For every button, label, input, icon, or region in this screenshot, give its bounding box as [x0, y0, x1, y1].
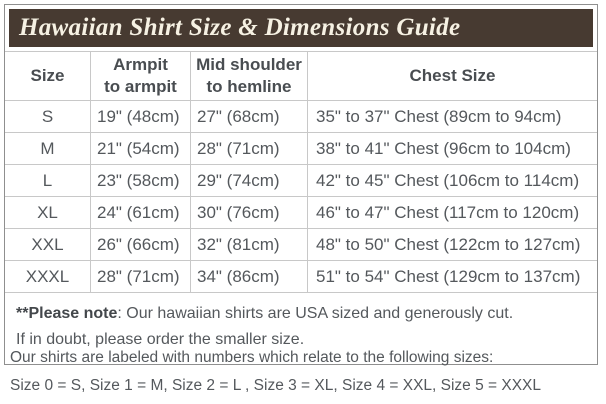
cell-armpit: 28" (71cm) — [91, 261, 191, 293]
column-header-armpit: Armpit to armpit — [91, 52, 191, 101]
cell-armpit: 24" (61cm) — [91, 197, 191, 229]
footer-text — [10, 344, 541, 400]
cell-size: L — [5, 165, 91, 197]
footer-line-2: Size 0 = S, Size 1 = M, Size 2 = L , Size 3 = XL, Size 4 = XXL, Size 5 = XXXL — [10, 377, 542, 394]
note-label: **Please note — [16, 305, 118, 322]
column-header-size: Size — [5, 52, 91, 101]
size-guide-panel — [4, 4, 598, 365]
cell-chest: 48" to 50" Chest (122cm to 127cm) — [308, 229, 598, 261]
cell-shoulder: 30" (76cm) — [191, 197, 308, 229]
table-row — [5, 197, 597, 229]
table-row — [5, 261, 597, 293]
guide-title-bar — [9, 9, 593, 47]
note-text: : Our hawaiian shirts are USA sized and generously cut. — [117, 305, 514, 322]
column-header-chest: Chest Size — [308, 52, 598, 101]
cell-armpit: 26" (66cm) — [91, 229, 191, 261]
cell-chest: 38" to 41" Chest (96cm to 104cm) — [308, 133, 598, 165]
cell-size: M — [5, 133, 91, 165]
page-title: Hawaiian Shirt Size & Dimensions Guide — [19, 14, 461, 41]
cell-shoulder: 28" (71cm) — [191, 133, 308, 165]
cell-chest: 35" to 37" Chest (89cm to 94cm) — [308, 101, 598, 133]
table-row — [5, 229, 597, 261]
cell-size: XL — [5, 197, 91, 229]
cell-shoulder: 29" (74cm) — [191, 165, 308, 197]
cell-shoulder: 32" (81cm) — [191, 229, 308, 261]
note-line-2: If in doubt, please order the smaller size. — [16, 331, 305, 348]
cell-chest: 42" to 45" Chest (106cm to 114cm) — [308, 165, 598, 197]
cell-armpit: 23" (58cm) — [91, 165, 191, 197]
header-row — [5, 52, 597, 101]
cell-size: XXXL — [5, 261, 91, 293]
table-row — [5, 165, 597, 197]
column-header-shoulder: Mid shoulder to hemline — [191, 52, 308, 101]
table-row — [5, 133, 597, 165]
cell-shoulder: 34" (86cm) — [191, 261, 308, 293]
cell-armpit: 21" (54cm) — [91, 133, 191, 165]
cell-size: S — [5, 101, 91, 133]
cell-chest: 51" to 54" Chest (129cm to 137cm) — [308, 261, 598, 293]
cell-shoulder: 27" (68cm) — [191, 101, 308, 133]
footer-line-1: Our shirts are labeled with numbers which relate to the following sizes: — [10, 349, 494, 366]
size-table — [5, 51, 597, 364]
cell-chest: 46" to 47" Chest (117cm to 120cm) — [308, 197, 598, 229]
table-row — [5, 101, 597, 133]
cell-armpit: 19" (48cm) — [91, 101, 191, 133]
cell-size: XXL — [5, 229, 91, 261]
